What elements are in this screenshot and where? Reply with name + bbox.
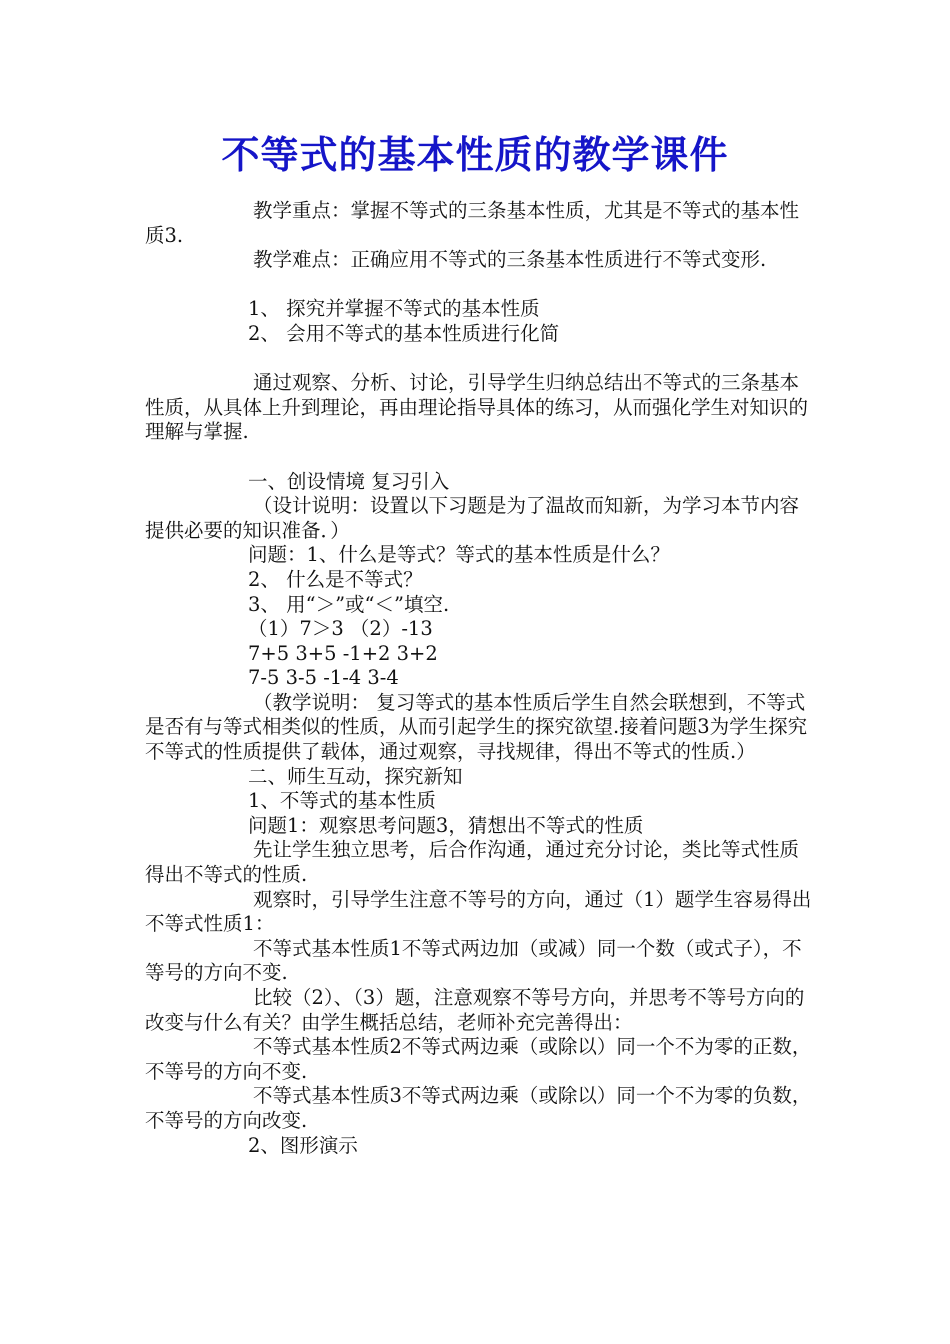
paragraph: 2、图形演示 [248, 1133, 358, 1157]
paragraph: 2、 什么是不等式？ [248, 567, 423, 591]
paragraph: 问题1：观察思考问题3，猜想出不等式的性质 [248, 813, 644, 837]
paragraph: 先让学生独立思考，后合作沟通，通过充分讨论，类比等式性质得出不等式的性质. [145, 838, 800, 887]
paragraph: 比较（2）、（3）题，注意观察不等号方向，并思考不等号方向的改变与什么有关？由学生概括总结，老师补充完善得出： [145, 986, 805, 1034]
paragraph: 7-5 3-5 -1-4 3-4 [248, 666, 399, 690]
paragraph: 7+5 3+5 -1+2 3+2 [248, 641, 438, 665]
paragraph: （设计说明：设置以下习题是为了温故而知新，为学习本节内容提供必要的知识准备．） [145, 494, 800, 542]
paragraph: （1）7＞3 （2）-13 [248, 617, 433, 641]
paragraph: 观察时，引导学生注意不等号的方向，通过（1）题学生容易得出不等式性质1： [145, 887, 812, 936]
paragraph: 3、 用“＞”或“＜”填空. [248, 592, 450, 616]
paragraph: 不等式基本性质3不等式两边乘（或除以）同一个不为零的负数，不等号的方向改变. [145, 1084, 812, 1132]
paragraph: 不等式基本性质1不等式两边加（或减）同一个数（或式子），不等号的方向不变. [145, 936, 802, 985]
paragraph: 一、创设情境 复习引入 [248, 469, 450, 493]
paragraph: （教学说明： 复习等式的基本性质后学生自然会联想到，不等式是否有与等式相类似的性质，从而引起学生的探究欲望.接着问题3为学生探究不等式的性质提供了载体，通过观察，寻找规律，得出不等式的性质.） [145, 690, 808, 764]
blank-line [145, 347, 813, 372]
paragraph: 1、 探究并掌握不等式的基本性质 [248, 297, 540, 321]
paragraph: 教学难点：正确应用不等式的三条基本性质进行不等式变形. [253, 248, 767, 272]
document-title: 不等式的基本性质的教学课件 [221, 133, 729, 177]
paragraph: 2、 会用不等式的基本性质进行化简 [248, 321, 560, 345]
paragraph: 教学重点：掌握不等式的三条基本性质，尤其是不等式的基本性质3. [145, 199, 800, 247]
paragraph: 不等式基本性质2不等式两边乘（或除以）同一个不为零的正数，不等号的方向不变. [145, 1035, 812, 1083]
paragraph: 二、师生互动，探究新知 [248, 764, 463, 788]
paragraph: 通过观察、分析、讨论，引导学生归纳总结出不等式的三条基本性质，从具体上升到理论，再由理论指导具体的练习，从而强化学生对知识的理解与掌握. [145, 371, 809, 444]
blank-line [145, 273, 813, 298]
document-body [145, 199, 813, 1158]
blank-line [145, 445, 813, 470]
paragraph: 1、不等式的基本性质 [248, 789, 436, 813]
paragraph: 问题：1、什么是等式？等式的基本性质是什么？ [248, 543, 670, 567]
